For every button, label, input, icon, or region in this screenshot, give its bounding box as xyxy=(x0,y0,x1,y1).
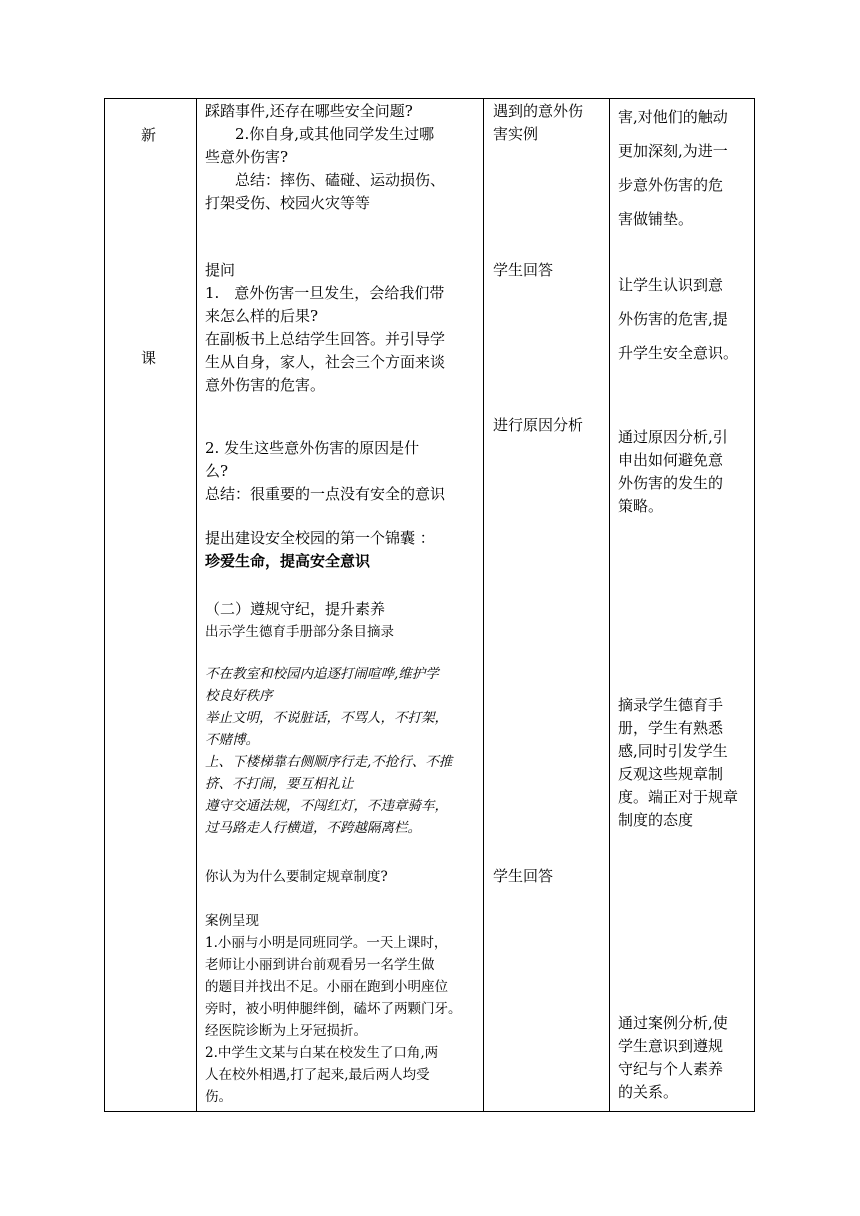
text-line: 感,同时引发学生 xyxy=(618,742,728,760)
design-intent-block-3 xyxy=(618,426,728,518)
text-line: 摘录学生德育手 xyxy=(618,696,724,714)
text-line: 册，学生有熟悉 xyxy=(618,719,724,737)
text-line: 意外伤害的危害。 xyxy=(205,376,326,394)
text-line: 2.你自身,或其他同学发生过哪 xyxy=(205,125,435,143)
text-line: 遵守交通法规，不闯红灯，不违章骑车， xyxy=(205,798,448,814)
teacher-activity-block-5 xyxy=(205,598,394,643)
text-line: 害实例 xyxy=(493,125,539,143)
text-line: 出示学生德育手册部分条目摘录 xyxy=(205,624,394,640)
text-line: 度。端正对于规章 xyxy=(618,788,739,806)
column-divider-3 xyxy=(609,98,610,1112)
text-line: （二）遵规守纪，提升素养 xyxy=(205,600,386,618)
text-line: 校良好秩序 xyxy=(205,688,273,704)
text-line: 策略。 xyxy=(618,497,664,515)
student-activity-block-4 xyxy=(493,865,553,888)
text-line: 害,对他们的触动 xyxy=(618,108,728,126)
student-activity-block-2 xyxy=(493,259,553,282)
text-line: 么? xyxy=(205,462,229,480)
design-intent-block-5 xyxy=(618,1012,728,1104)
text-line: 上、下楼梯靠右侧顺序行走,不抢行、不推 xyxy=(205,754,453,770)
text-line: 外伤害的危害,提 xyxy=(618,310,728,328)
text-line: 提问 xyxy=(205,261,236,279)
text-line: 些意外伤害? xyxy=(205,148,289,166)
design-intent-block-2 xyxy=(618,268,738,370)
text-line: 总结：很重要的一点没有安全的意识 xyxy=(205,485,446,503)
text-line: 反观这些规章制 xyxy=(618,765,724,783)
text-line: 害做铺垫。 xyxy=(618,210,694,228)
teacher-activity-block-4 xyxy=(205,527,435,573)
text-line: 2. 发生这些意外伤害的原因是什 xyxy=(205,439,420,457)
text-line: 不在教室和校园内追逐打闹喧哗,维护学 xyxy=(205,666,439,682)
text-line: 学生回答 xyxy=(493,261,554,279)
stage-label-top: 新 xyxy=(141,126,157,144)
text-line: 打架受伤、校园火灾等等 xyxy=(205,194,371,212)
text-line: 你认为为什么要制定规章制度? xyxy=(205,869,388,885)
text-line: 总结：摔伤、磕碰、运动损伤、 xyxy=(205,171,446,189)
case-presentation xyxy=(205,910,462,1108)
text-line: 步意外伤害的危 xyxy=(618,176,724,194)
column-divider-2 xyxy=(483,98,484,1112)
text-line: 经医院诊断为上牙冠损折。 xyxy=(205,1023,367,1039)
text-line: 学生回答 xyxy=(493,867,554,885)
text-line: 学生意识到遵规 xyxy=(618,1037,724,1055)
text-line: 2.中学生文某与白某在校发生了口角,两 xyxy=(205,1045,439,1061)
text-line: 制度的态度 xyxy=(618,811,694,829)
stage-label-bottom: 课 xyxy=(141,349,157,367)
column-divider-1 xyxy=(196,98,197,1112)
text-line: 踩踏事件,还存在哪些安全问题? xyxy=(205,102,413,120)
text-line: 升学生安全意识。 xyxy=(618,344,739,362)
handbook-excerpt xyxy=(205,663,452,839)
text-line: 在副板书上总结学生回答。并引导学 xyxy=(205,330,446,348)
text-line: 案例呈现 xyxy=(205,913,259,929)
design-intent-block-1 xyxy=(618,100,728,236)
design-intent-block-4 xyxy=(618,694,738,832)
text-line: 举止文明，不说脏话，不骂人，不打架， xyxy=(205,710,448,726)
text-line: 不赌博。 xyxy=(205,732,259,748)
text-line: 通过原因分析,引 xyxy=(618,428,728,446)
text-line: 提出建设安全校园的第一个锦囊 ： xyxy=(205,529,435,547)
student-activity-block-3 xyxy=(493,414,583,437)
text-line: 伤。 xyxy=(205,1089,232,1105)
text-line: 更加深刻,为进一 xyxy=(618,142,728,160)
teacher-activity-block-3 xyxy=(205,437,445,506)
text-line: 人在校外相遇,打了起来,最后两人均受 xyxy=(205,1067,430,1083)
text-line: 的关系。 xyxy=(618,1083,679,1101)
text-line: 老师让小丽到讲台前观看另一名学生做 xyxy=(205,957,435,973)
text-line: 的题目并找出不足。小丽在跑到小明座位 xyxy=(205,979,448,995)
text-line: 遇到的意外伤 xyxy=(493,102,584,120)
text-line: 申出如何避免意 xyxy=(618,451,724,469)
text-line: 外伤害的发生的 xyxy=(618,474,724,492)
text-line: 珍爱生命，提高安全意识 xyxy=(205,552,371,570)
text-line: 进行原因分析 xyxy=(493,416,584,434)
teacher-question xyxy=(205,866,388,888)
text-line: 过马路走人行横道，不跨越隔离栏。 xyxy=(205,820,421,836)
text-line: 让学生认识到意 xyxy=(618,276,724,294)
student-activity-block-1 xyxy=(493,100,583,146)
text-line: 守纪与个人素养 xyxy=(618,1060,724,1078)
text-line: 1. 意外伤害一旦发生，会给我们带 xyxy=(205,284,445,302)
text-line: 挤、不打闹，要互相礼让 xyxy=(205,776,354,792)
text-line: 旁时，被小明伸腿绊倒，磕坏了两颗门牙。 xyxy=(205,1001,462,1017)
text-line: 1.小丽与小明是同班同学。一天上课时， xyxy=(205,935,448,951)
text-line: 来怎么样的后果? xyxy=(205,307,319,325)
teacher-activity-block-1 xyxy=(205,100,445,215)
text-line: 通过案例分析,使 xyxy=(618,1014,728,1032)
text-line: 生从自身，家人，社会三个方面来谈 xyxy=(205,353,446,371)
teacher-activity-block-2 xyxy=(205,259,445,397)
